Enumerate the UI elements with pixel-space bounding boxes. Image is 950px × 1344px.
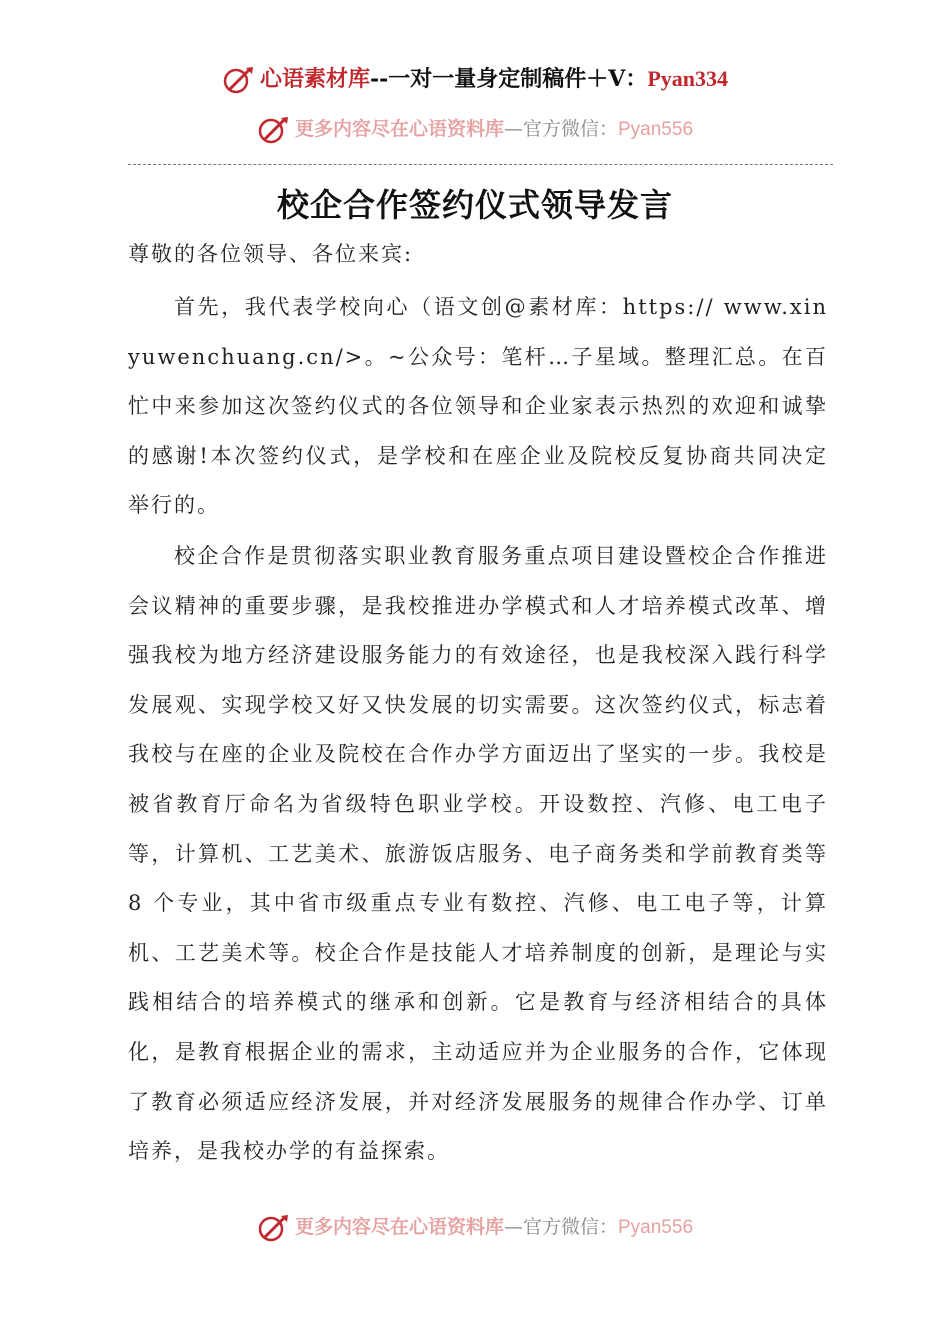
- top-banner: [0, 114, 950, 145]
- banner-prefix: 更多内容尽在心语资料库: [294, 118, 504, 140]
- paragraph-2: 校企合作是贯彻落实职业教育服务重点项目建设暨校企合作推进会议精神的重要步骤，是我校推进办学模式和人才培养模式改革、增强我校为地方经济建设服务能力的有效途径，也是我校深入践行科学发展观、实现学校又好又快发展的切实需要。这次签约仪式，标志着我校与在座的企业及院校在合作办学方面迈出了坚实的一步。我校是被省教育厅命名为省级特色职业学校。开设数控、汽修、电工电子等，计算机、工艺美术、旅游饭店服务、电子商务类和学前教育类等 8 个专业，其中省市级重点专业有数控、汽修、电工电子等，计算机、工艺美术等。校企合作是技能人才培养制度的创新，是理论与实践相结合的培养模式的继承和创新。它是教育与经济相结合的具体化，是教育根据企业的需求，主动适应并为企业服务的合作，它体现了教育必须适应经济发展，并对经济发展服务的规律合作办学、订单培养，是我校办学的有益探索。: [128, 543, 828, 1164]
- footer-wechat: Pyan556: [618, 1217, 694, 1238]
- pen-logo-icon: [222, 65, 256, 95]
- header-divider: [128, 164, 833, 165]
- footer-label: 官方微信：: [522, 1216, 618, 1238]
- banner-dash: —: [503, 118, 523, 140]
- salutation: 尊敬的各位领导、各位来宾:: [128, 242, 414, 266]
- brand-name: 心语素材库: [259, 66, 370, 92]
- document-body: [128, 283, 828, 1177]
- banner-logo-icon: [257, 115, 291, 145]
- document-title: 校企合作签约仪式领导发言: [276, 186, 673, 224]
- bottom-banner: [0, 1212, 950, 1243]
- footer-dash: —: [503, 1216, 523, 1238]
- footer-logo-icon: [257, 1213, 291, 1243]
- banner-wechat: Pyan556: [618, 119, 694, 140]
- header-line: [0, 62, 950, 95]
- header-separator: --: [369, 66, 389, 92]
- paragraph-1: 首先，我代表学校向心（语文创@素材库：https:// www.xinyuwenchuang.cn/>。~公众号：笔杆…子星域。整理汇总。在百忙中来参加这次签约仪式的各位领导和企业家表示热烈的欢迎和诚挚的感谢!本次签约仪式，是学校和在座企业及院校反复协商共同决定举行的。: [128, 295, 828, 518]
- banner-label: 官方微信：: [522, 118, 618, 140]
- header-slogan: 一对一量身定制稿件＋V：: [388, 66, 648, 92]
- footer-prefix: 更多内容尽在心语资料库: [294, 1216, 504, 1238]
- header-contact: Pyan334: [647, 66, 729, 91]
